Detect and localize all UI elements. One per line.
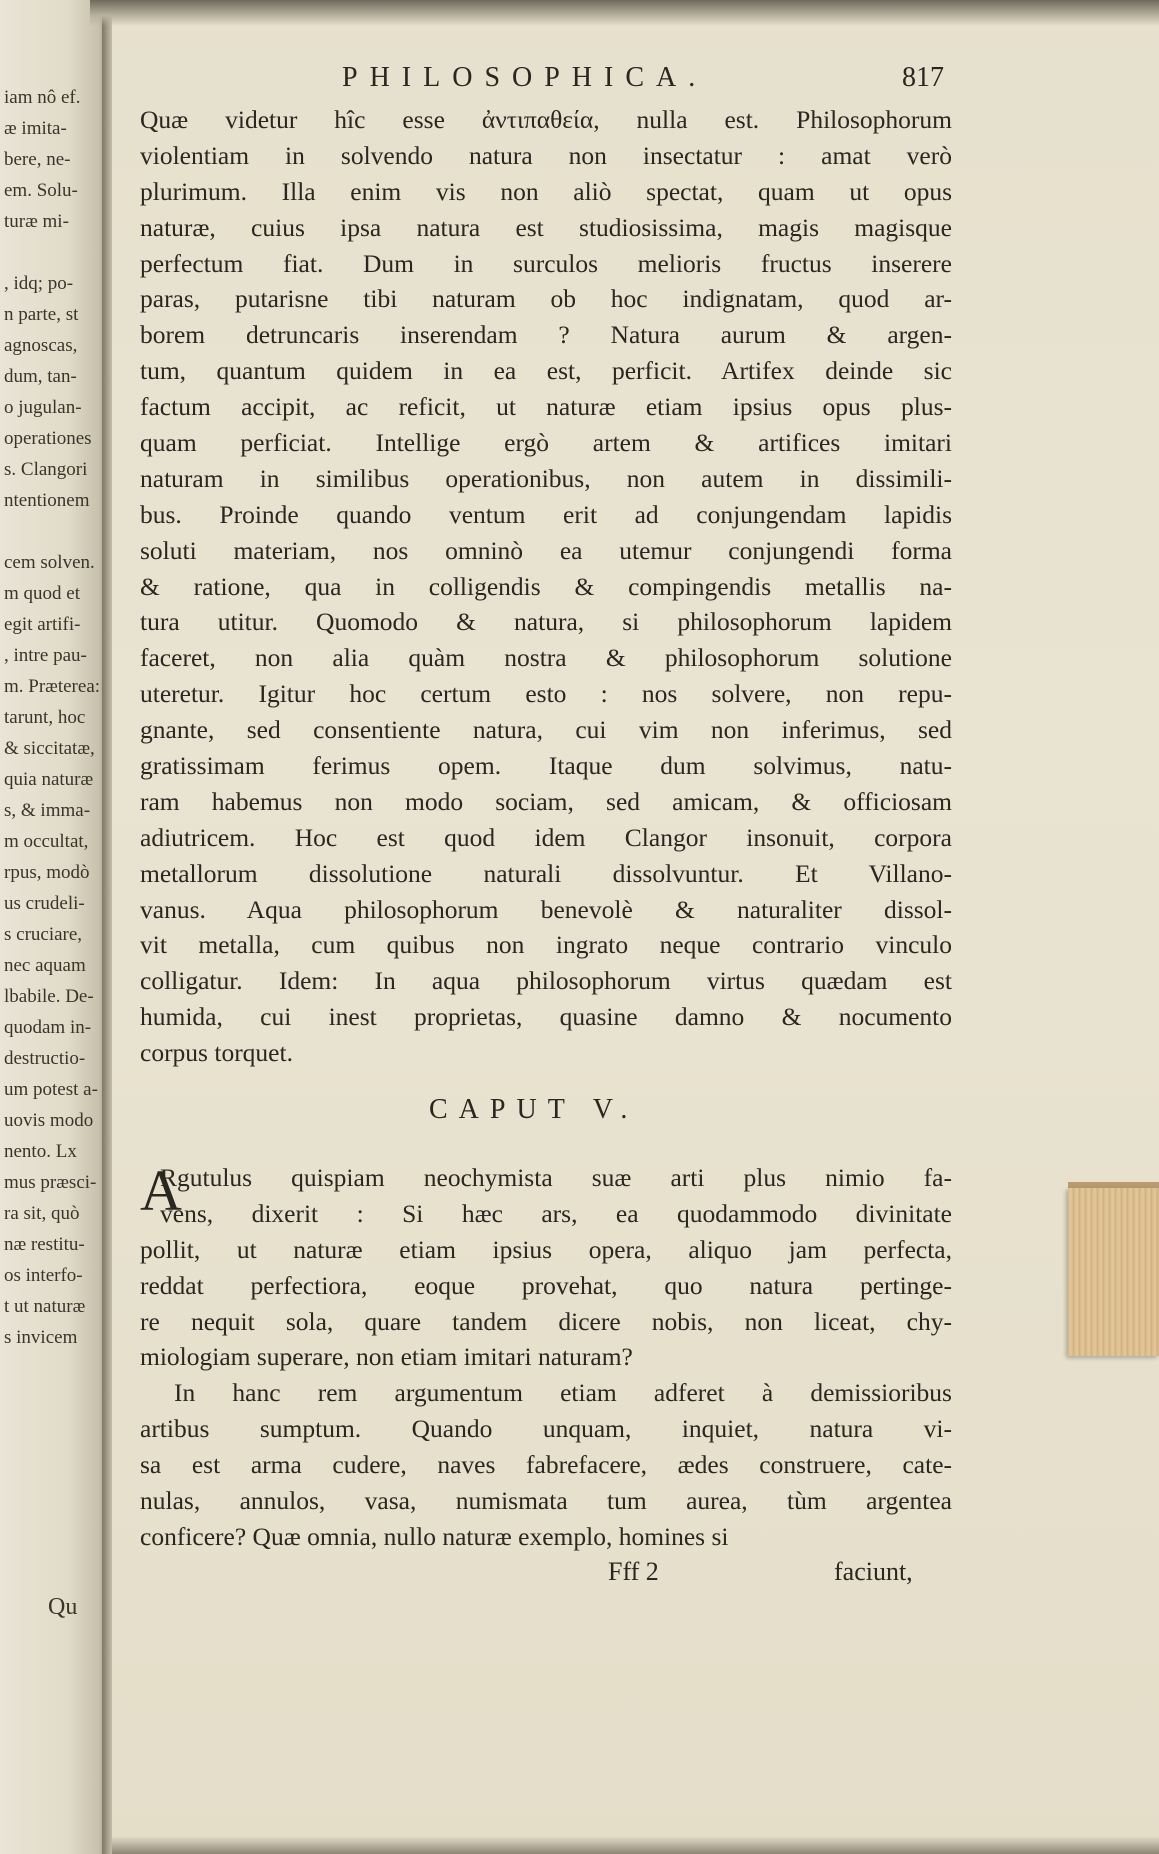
margin-fragment: em. Solu- — [4, 180, 78, 201]
page-number: 817 — [902, 62, 944, 93]
text-line: vit metalla, cum quibus non ingrato neque contrario vinculo — [140, 930, 952, 960]
text-line: faceret, non alia quàm nostra & philosophorum solutione — [140, 643, 952, 673]
text-line: nulas, annulos, vasa, numismata tum aurea, tùm argentea — [140, 1486, 952, 1516]
margin-fragment: uovis modo — [4, 1110, 94, 1131]
margin-fragment: nento. Lx — [4, 1141, 77, 1162]
margin-fragment: egit artifi- — [4, 614, 81, 635]
margin-fragment: destructio- — [4, 1048, 86, 1069]
text-line: plurimum. Illa enim vis non aliò spectat, quam ut opus — [140, 176, 952, 206]
text-line: gnante, sed consentiente natura, cui vim non inferimus, sed — [140, 715, 952, 745]
text-line: gratissimam ferimus opem. Itaque dum solvimus, natu- — [140, 751, 952, 781]
text-line: naturæ, cuius ipsa natura est studiosissima, magis magisque — [140, 212, 952, 242]
text-line: uteretur. Igitur hoc certum esto : nos solvere, non repu- — [140, 679, 952, 709]
margin-fragment: quia naturæ — [4, 769, 94, 790]
text-line: vens, dixerit : Si hæc ars, ea quodammodo divinitate — [160, 1198, 952, 1228]
margin-fragment: cem solven. — [4, 552, 95, 573]
margin-fragment: , idq; po- — [4, 273, 74, 294]
margin-fragment: rpus, modò — [4, 862, 90, 883]
text-line: Rgutulus quispiam neochymista suæ arti plus nimio fa- — [160, 1163, 952, 1192]
margin-fragment: , intre pau- — [4, 645, 87, 666]
text-line: reddat perfectiora, eoque provehat, quo natura pertinge- — [140, 1270, 952, 1300]
margin-fragment: ntentionem — [4, 490, 90, 511]
text-line: violentiam in solvendo natura non insectatur : amat verò — [140, 140, 952, 170]
text-line: conficere? Quæ omnia, nullo naturæ exemplo, homines si — [140, 1521, 729, 1551]
text-line: re nequit sola, quare tandem dicere nobis, non liceat, chy- — [140, 1306, 952, 1336]
text-line: borem detruncaris inserendam ? Natura aurum & argen- — [140, 320, 952, 350]
margin-fragment: næ restitu- — [4, 1234, 85, 1255]
text-line: ram habemus non modo sociam, sed amicam, & officiosam — [140, 786, 952, 816]
text-line: Quæ videtur hîc esse ἀντιπαθεία, nulla est. Philosophorum — [140, 105, 952, 134]
paragraph-1 — [140, 102, 952, 1071]
text-line: artibus sumptum. Quando unquam, inquiet, natura vi- — [140, 1414, 952, 1444]
signature-mark: Fff 2 — [608, 1557, 659, 1586]
text-line: soluti materiam, nos omninò ea utemur conjungendi forma — [140, 535, 952, 565]
margin-fragment: s. Clangori — [4, 459, 88, 480]
margin-fragment: m occultat, — [4, 831, 89, 852]
margin-fragment: m quod et — [4, 583, 80, 604]
margin-fragment: quodam in- — [4, 1017, 92, 1038]
margin-fragment: m. Præterea: — [4, 676, 101, 697]
margin-fragment: us crudeli- — [4, 893, 85, 914]
left-catchword: Qu — [48, 1594, 78, 1620]
margin-fragment: s, & imma- — [4, 800, 91, 821]
margin-fragment: dum, tan- — [4, 366, 77, 387]
margin-fragment: iam nô ef. — [4, 87, 81, 108]
margin-fragment: nec aquam — [4, 955, 86, 976]
text-line: miologiam superare, non etiam imitari naturam? — [140, 1342, 633, 1372]
text-line: bus. Proinde quando ventum erit ad conjungendam lapidis — [140, 499, 952, 529]
margin-fragment: & siccitatæ, — [4, 738, 95, 759]
page-top-shadow — [90, 0, 1159, 26]
margin-fragment: turæ mi- — [4, 211, 69, 232]
left-page-edge — [0, 0, 112, 1854]
text-line: tura utitur. Quomodo & natura, si philosophorum lapidem — [140, 607, 952, 637]
text-line: vanus. Aqua philosophorum benevolè & naturaliter dissol- — [140, 894, 952, 924]
drop-capital: A — [140, 1158, 182, 1223]
text-line: adiutricem. Hoc est quod idem Clangor insonuit, corpora — [140, 822, 952, 852]
chapter-heading: CAPUT V. — [429, 1094, 639, 1125]
text-line: naturam in similibus operationibus, non autem in dissimili- — [140, 463, 952, 493]
margin-fragment: tarunt, hoc — [4, 707, 86, 728]
text-line: In hanc rem argumentum etiam adferet à demissioribus — [174, 1378, 952, 1408]
margin-fragment: æ imita- — [4, 118, 67, 139]
margin-fragment: bere, ne- — [4, 149, 71, 170]
text-line: tum, quantum quidem in ea est, perficit. Artifex deinde sic — [140, 356, 952, 386]
margin-fragment: ra sit, quò — [4, 1203, 80, 1224]
margin-fragment: n parte, st — [4, 304, 79, 325]
text-line: factum accipit, ac reficit, ut naturæ etiam ipsius opus plus- — [140, 392, 952, 422]
margin-fragment: lbabile. De- — [4, 986, 94, 1007]
margin-fragment: s invicem — [4, 1327, 78, 1348]
text-line: perfectum fiat. Dum in surculos melioris fructus inserere — [140, 248, 952, 278]
margin-fragment: os interfo- — [4, 1265, 83, 1286]
margin-fragment: s cruciare, — [4, 924, 83, 945]
page-bottom-edge — [112, 1836, 1159, 1854]
running-head: PHILOSOPHICA. — [342, 62, 708, 93]
text-line: metallorum dissolutione naturali dissolvuntur. Et Villano- — [140, 858, 952, 888]
catchword: faciunt, — [834, 1557, 913, 1586]
margin-fragment: o jugulan- — [4, 397, 82, 418]
margin-fragment: um potest a- — [4, 1079, 98, 1100]
text-line: quam perficiat. Intellige ergò artem & artifices imitari — [140, 428, 952, 458]
text-line: & ratione, qua in colligendis & compingendis metallis na- — [140, 571, 952, 601]
text-line: colligatur. Idem: In aqua philosophorum virtus quædam est — [140, 966, 952, 996]
text-line: pollit, ut naturæ etiam ipsius opera, aliquo jam perfecta, — [140, 1234, 952, 1264]
text-line: sa est arma cudere, naves fabrefacere, ædes construere, cate- — [140, 1450, 952, 1480]
text-line: corpus torquet. — [140, 1038, 293, 1068]
text-line: paras, putarisne tibi naturam ob hoc indignatam, quod ar- — [140, 284, 952, 314]
text-line: humida, cui inest proprietas, quasine damno & nocumento — [140, 1002, 952, 1032]
margin-fragment: mus præsci- — [4, 1172, 97, 1193]
paragraph-2 — [140, 1160, 952, 1555]
margin-fragment: operationes — [4, 428, 92, 449]
margin-fragment: t ut naturæ — [4, 1296, 86, 1317]
paper-bookmark — [1068, 1188, 1159, 1356]
margin-fragment: agnoscas, — [4, 335, 78, 356]
